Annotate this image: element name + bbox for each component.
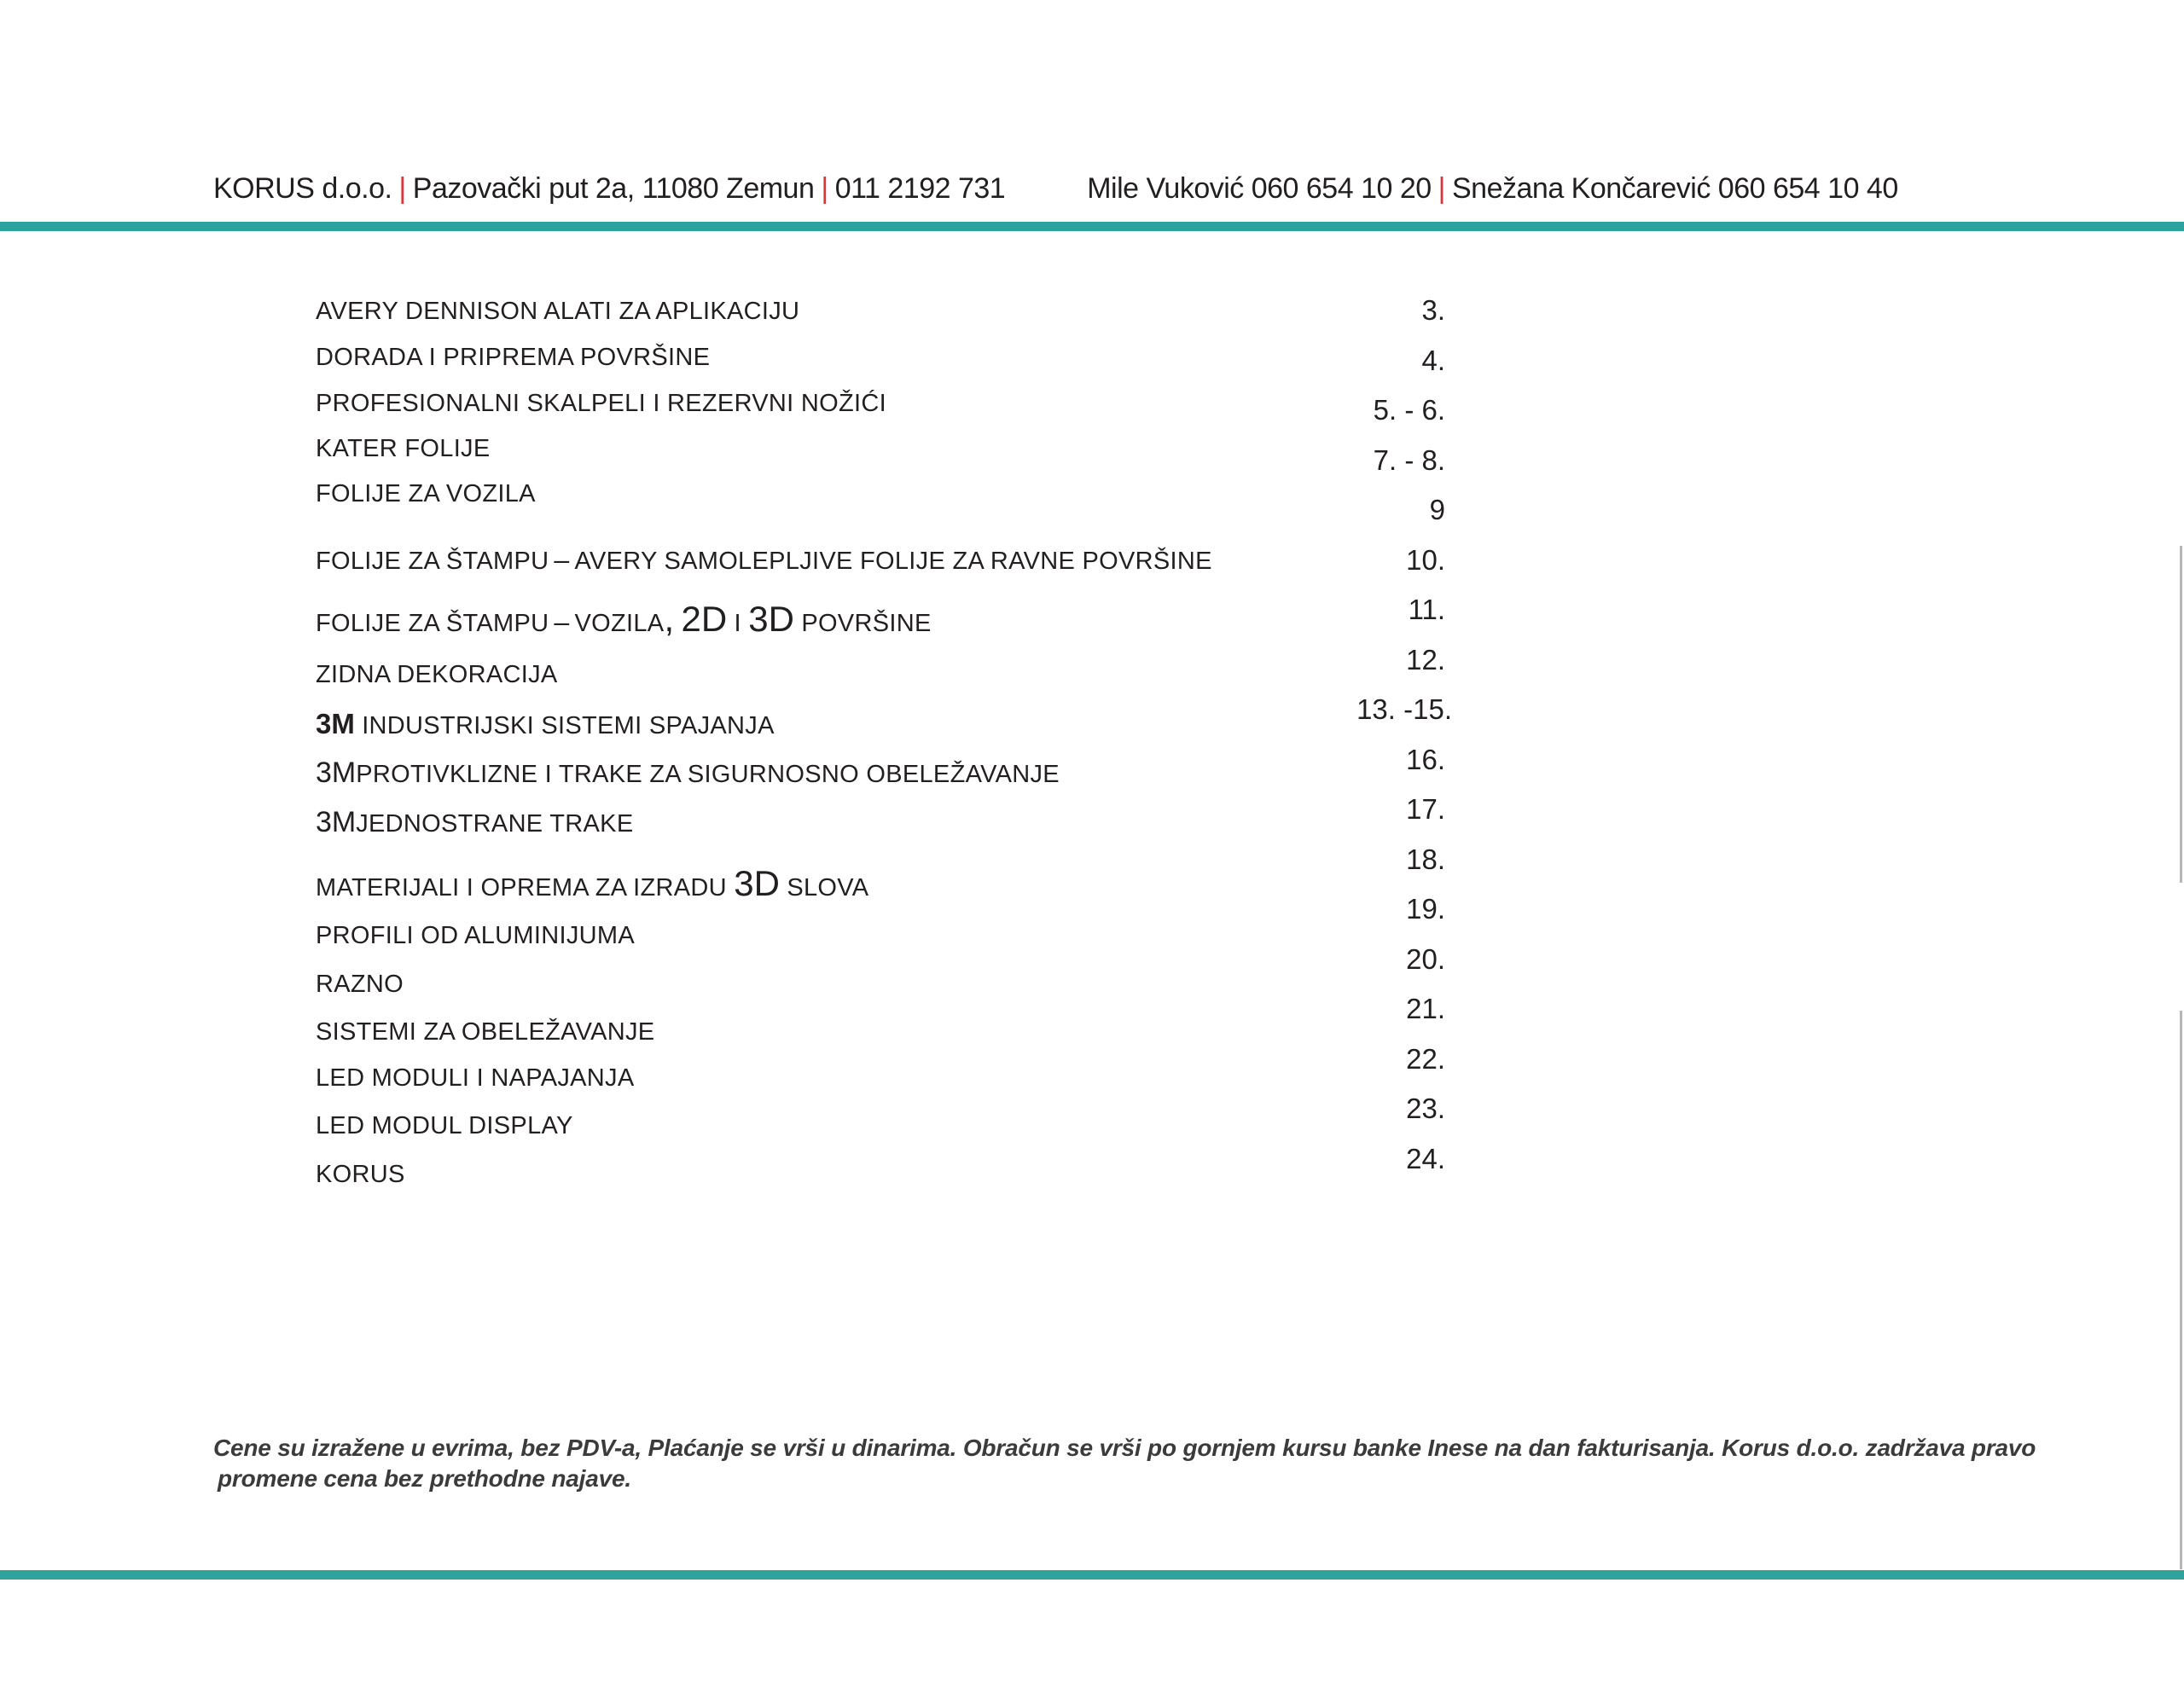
toc-entry-label: PROFESIONALNI SKALPELI I REZERVNI NOŽIĆI [316,390,886,417]
toc-text: FOLIJE ZA ŠTAMPU [316,610,549,637]
toc-entry-label: LED MODUL DISPLAY [316,1112,573,1139]
price-disclaimer [213,1433,2056,1494]
toc-dash: – [554,544,570,575]
toc-entry-page: 22. [1406,1043,1445,1075]
toc-text: POVRŠINE [801,610,932,637]
contact-snezana: Snežana Končarević 060 654 10 40 [1452,172,1898,205]
toc-entry-page: 20. [1406,943,1445,975]
toc-entry-label: KATER FOLIJE [316,435,491,462]
toc-brand: 3M [316,806,357,838]
toc-entry-page: 7. - 8. [1373,444,1445,476]
toc-entry-page: 24. [1406,1143,1445,1174]
toc-entry-page: 16. [1406,744,1445,775]
toc-entry-label: RAZNO [316,971,404,998]
company-phone: 011 2192 731 [834,172,1006,205]
toc-entry-label: DORADA I PRIPREMA POVRŠINE [316,344,711,371]
toc-text: I [734,610,741,637]
toc-entry-label [316,599,932,641]
toc-text: PROTIVKLIZNE I TRAKE ZA SIGURNOSNO OBELEŽAVANJE [356,761,1060,788]
toc-entry-label [316,542,1212,578]
toc-entry-page: 4. [1421,345,1445,376]
page-edge-mark [2180,546,2182,883]
toc-text: INDUSTRIJSKI SISTEMI SPAJANJA [362,712,775,739]
toc-text: SLOVA [787,874,869,901]
bottom-teal-rule [0,1570,2184,1580]
toc-entry-page: 11. [1408,594,1445,625]
toc-entry-page: 10. [1406,544,1445,576]
toc-entry-page: 13. -15. [1356,693,1452,725]
toc-brand: 3M [316,757,357,789]
toc-entry-page: 9 [1429,494,1445,525]
toc-text: , [664,599,675,639]
disclaimer-line: Cene su izražene u evrima, bez PDV-a, Plaćanje se vrši u dinarima. Obračun se vrši po gornjem kursu banke Inese na dan fakturisanja. Korus d.o.o. zadržava pravo [213,1435,2036,1461]
company-address: Pazovački put 2a, 11080 Zemun [412,172,815,205]
toc-text: 2D [681,599,728,639]
toc-entry-label: FOLIJE ZA VOZILA [316,480,536,507]
toc-entry-label [316,863,869,905]
toc-text: 3D [748,599,794,639]
toc-text: VOZILA [574,610,665,637]
toc-entry-label [316,756,1060,791]
separator: | [821,172,828,205]
toc-dash: – [554,606,570,637]
toc-entry-page: 18. [1406,844,1445,875]
contact-mile: Mile Vuković 060 654 10 20 [1087,172,1432,205]
toc-entry-label: KORUS [316,1161,405,1188]
toc-entry-label [316,707,775,743]
toc-entry-label [316,805,633,841]
toc-text: FOLIJE ZA ŠTAMPU [316,548,549,575]
disclaimer-line: promene cena bez prethodne najave. [218,1465,631,1492]
toc-text: JEDNOSTRANE TRAKE [356,810,634,838]
page-edge-mark [2180,1011,2182,1569]
toc-entry-page: 17. [1406,793,1445,825]
toc-entry-label: AVERY DENNISON ALATI ZA APLIKACIJU [316,298,800,325]
toc-text: MATERIJALI I OPREMA ZA IZRADU [316,874,727,901]
toc-entry-label: LED MODULI I NAPAJANJA [316,1064,635,1092]
toc-entry-page: 21. [1406,993,1445,1024]
toc-entry-page: 23. [1406,1093,1445,1124]
toc-entry-label: SISTEMI ZA OBELEŽAVANJE [316,1018,655,1046]
toc-entry-page: 19. [1406,893,1445,925]
separator: | [398,172,406,205]
toc-entry-page: 5. - 6. [1373,394,1445,426]
toc-entry-label: PROFILI OD ALUMINIJUMA [316,922,635,949]
contact-header [213,167,2175,210]
top-teal-rule [0,222,2184,231]
toc-entry-label: ZIDNA DEKORACIJA [316,661,558,688]
toc-text: AVERY SAMOLEPLJIVE FOLIJE ZA RAVNE POVRŠINE [574,548,1212,575]
toc-text: 3D [734,863,780,903]
toc-brand: 3M [316,708,355,739]
company-name: KORUS d.o.o. [213,172,392,205]
separator: | [1438,172,1445,205]
toc-entry-page: 12. [1406,644,1445,675]
toc-entry-page: 3. [1421,294,1445,326]
